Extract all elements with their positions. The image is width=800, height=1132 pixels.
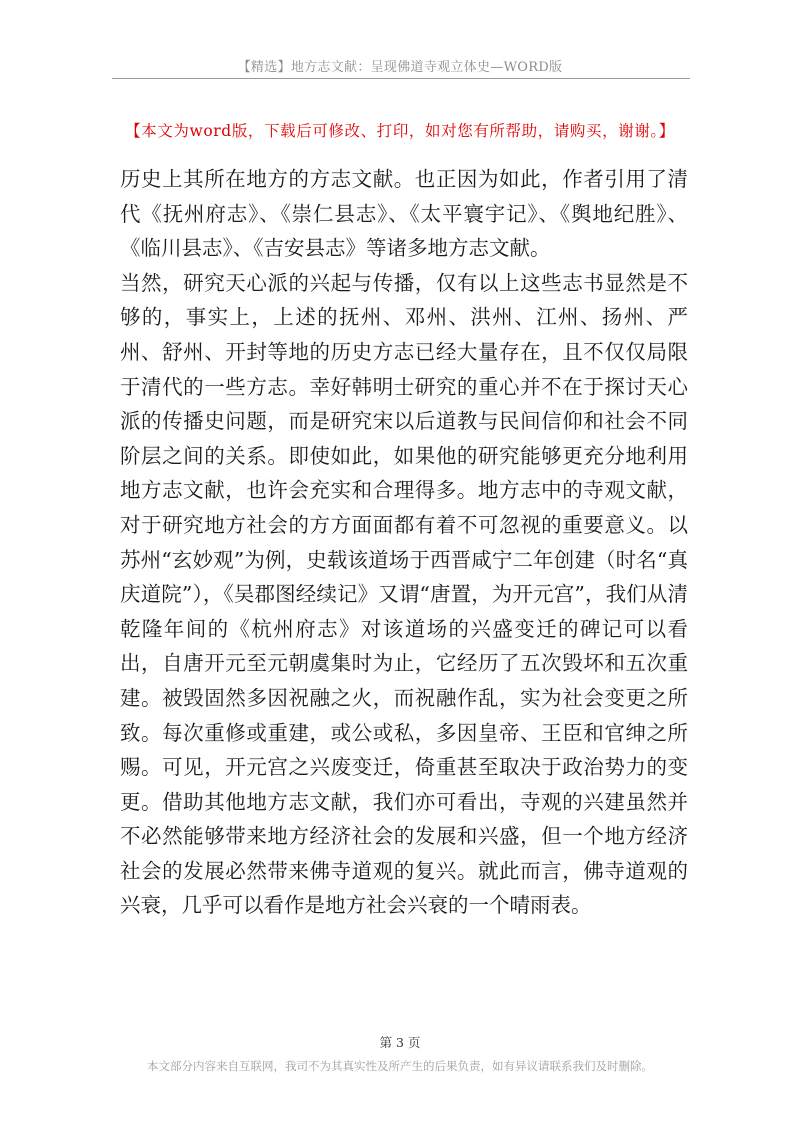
body-paragraph: 历史上其所在地方的方志文献。也正因为如此，作者引用了清代《抚州府志》、《崇仁县志》、《太平寰宇记》、《舆地纪胜》、《临川县志》、《吉安县志》等诸多地方志文献。	[120, 167, 688, 261]
footer-disclaimer: 本文部分内容来自互联网，我司不为其真实性及所产生的后果负责，如有异议请联系我们及时删除。	[147, 1059, 653, 1073]
body-paragraph: 当然，研究天心派的兴起与传播，仅有以上这些志书显然是不够的，事实上，上述的抚州、邓州、洪州、江州、扬州、严州、舒州、开封等地的历史方志已经大量存在，且不仅仅局限于清代的一些方志。幸好韩明士研究的重心并不在于探讨天心派的传播史问题，而是研究宋以后道教与民间信仰和社会不同阶层之间的关系。即使如此，如果他的研究能够更充分地利用地方志文献，也许会充实和合理得多。地方志中的寺观文献，对于研究地方社会的方方面面都有着不可忽视的重要意义。以苏州“玄妙观”为例，史载该道场于西晋咸宁二年创建（时名“真庆道院”），《吴郡图经续记》又谓“唐置，为开元宫”，我们从清乾隆年间的《杭州府志》对该道场的兴盛变迁的碑记可以看出，自唐开元至元朝虞集时为止，它经历了五次毁坏和五次重建。被毁固然多因祝融之火，而祝融作乱，实为社会变更之所致。每次重修或重建，或公或私，多因皇帝、王臣和官绅之所赐。可见，开元宫之兴废变迁，倚重甚至取决于政治势力的变更。借助其他地方志文献，我们亦可看出，寺观的兴建虽然并不必然能够带来地方经济社会的发展和兴盛，但一个地方经济社会的发展必然带来佛寺道观的复兴。就此而言，佛寺道观的兴衰，几乎可以看作是地方社会兴衰的一个晴雨表。	[120, 270, 688, 918]
header-title: 【精选】地方志文献：呈现佛道寺观立体史—WORD版	[237, 60, 563, 75]
header-divider	[112, 78, 690, 79]
body-text	[120, 162, 688, 923]
page-number: 第 3 页	[379, 1035, 421, 1050]
download-notice: 【本文为word版，下载后可修改、打印，如对您有所帮助，请购买，谢谢。】	[125, 122, 675, 140]
